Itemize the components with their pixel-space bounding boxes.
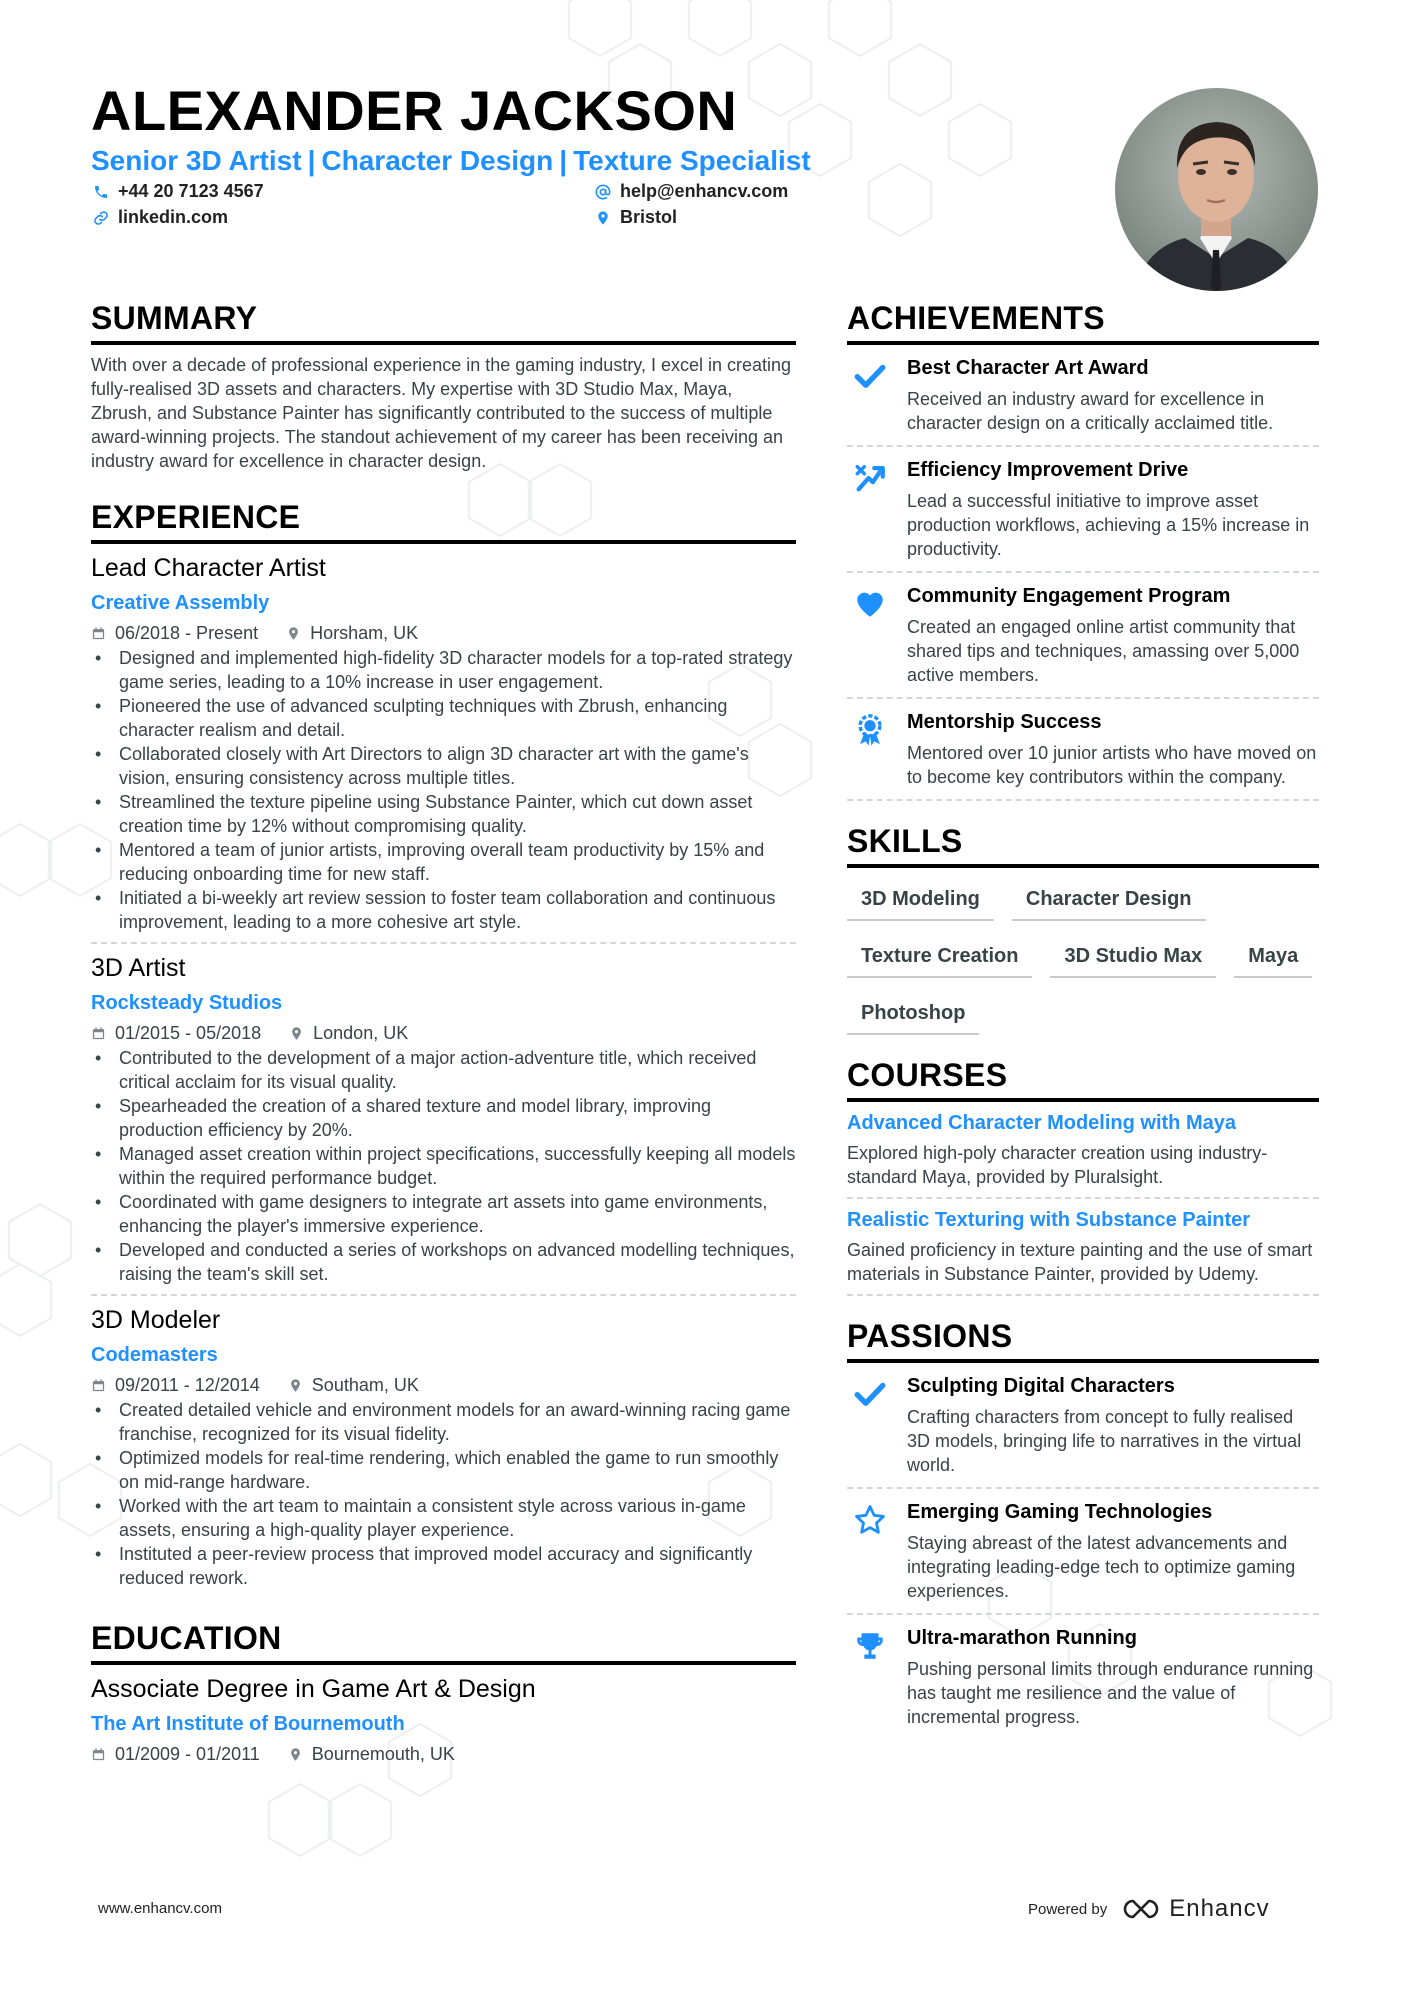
award-ribbon-icon — [853, 713, 887, 747]
passions-heading: PASSIONS — [847, 1318, 1319, 1363]
achievement-item — [847, 699, 1319, 801]
job-title: Lead Character Artist — [91, 554, 326, 582]
course-title[interactable]: Realistic Texturing with Substance Painter — [847, 1209, 1251, 1231]
right-column — [847, 300, 1319, 1739]
achievement-title: Mentorship Success — [907, 711, 1102, 733]
experience-heading: EXPERIENCE — [91, 499, 796, 544]
course-item — [847, 1102, 1319, 1199]
left-column — [91, 300, 796, 1767]
hexagon-shape — [829, 0, 891, 56]
summary-heading: SUMMARY — [91, 300, 796, 345]
trophy-icon — [853, 1629, 887, 1663]
hexagon-shape — [0, 1264, 51, 1336]
hexagon-shape — [9, 1204, 71, 1276]
passion-title: Ultra-marathon Running — [907, 1627, 1137, 1649]
passion-title: Sculpting Digital Characters — [907, 1375, 1175, 1397]
enhancv-logo[interactable] — [1121, 1895, 1269, 1923]
achievement-title: Best Character Art Award — [907, 357, 1149, 379]
portrait-icon — [1115, 88, 1318, 291]
calendar-icon — [91, 1378, 106, 1393]
powered-by-label: Powered by — [1028, 1900, 1108, 1918]
title-part: Texture Specialist — [573, 145, 811, 176]
email-contact[interactable] — [595, 181, 788, 202]
achievement-title: Community Engagement Program — [907, 585, 1231, 607]
phone-contact[interactable] — [93, 181, 264, 202]
job-title: 3D Artist — [91, 954, 186, 982]
hexagon-shape — [269, 1784, 331, 1856]
education-entry — [91, 1675, 796, 1765]
at-sign-icon — [595, 184, 611, 200]
company-name[interactable]: Creative Assembly — [91, 592, 270, 614]
hexagon-shape — [329, 1784, 391, 1856]
job-entry — [91, 1306, 796, 1598]
star-icon — [853, 1503, 887, 1537]
hexagon-shape — [889, 44, 951, 116]
job-bullets — [91, 1046, 796, 1286]
job-meta — [91, 1023, 796, 1044]
location-pin-icon — [595, 210, 611, 226]
bullet-item: • Streamlined the texture pipeline using Substance Painter, which cut down asset creation time by 12% without compromising quality. — [91, 790, 796, 838]
bullet-item: • Pioneered the use of advanced sculpting techniques with Zbrush, enhancing character realism and detail. — [91, 694, 796, 742]
link-icon — [93, 210, 109, 226]
job-location: Southam, UK — [311, 1375, 419, 1395]
skill-tag: Photoshop — [847, 990, 979, 1035]
bullet-item: • Initiated a bi-weekly art review session to foster team collaboration and continuous improvement, leading to a more cohesive art style. — [91, 886, 796, 934]
achievement-text: Created an engaged online artist community that shared tips and techniques, amassing over 5,000 active members. — [907, 617, 1300, 685]
summary-text: With over a decade of professional experience in the gaming industry, I excel in creating fully-realised 3D assets and characters. My expertise with 3D Studio Max, Maya, Zbrush, and Substance Painter has significantly contributed to the success of multiple award-winning projects. The standout achievement of my career has been receiving an industry award for excellence in character design. — [91, 355, 792, 471]
bullet-item: • Managed asset creation within project specifications, successfully keeping all models within the required performance budget. — [91, 1142, 796, 1190]
hexagon-shape — [0, 1444, 51, 1516]
bullet-item: • Created detailed vehicle and environment models for an award-winning racing game franchise, recognized for its visual fidelity. — [91, 1398, 796, 1446]
passion-item — [847, 1489, 1319, 1615]
brand-name: Enhancv — [1169, 1895, 1270, 1922]
profile-photo — [1115, 88, 1318, 291]
passion-item — [847, 1363, 1319, 1489]
bullet-item: • Coordinated with game designers to integrate art assets into game environments, enhancing the player's immersive experience. — [91, 1190, 796, 1238]
education-meta — [91, 1744, 796, 1765]
achievement-title: Efficiency Improvement Drive — [907, 459, 1189, 481]
bullet-item: • Instituted a peer-review process that improved model accuracy and significantly reduced rework. — [91, 1542, 796, 1590]
calendar-icon — [91, 1026, 106, 1041]
education-dates: 01/2009 - 01/2011 — [115, 1744, 260, 1764]
hexagon-shape — [689, 0, 751, 56]
course-title[interactable]: Advanced Character Modeling with Maya — [847, 1112, 1236, 1134]
job-bullets — [91, 646, 796, 934]
footer-powered — [1028, 1895, 1270, 1923]
heart-icon — [853, 587, 887, 621]
skill-tag: Texture Creation — [847, 933, 1032, 978]
achievement-text: Received an industry award for excellence in character design on a critically acclaimed title. — [907, 389, 1274, 433]
achievement-item — [847, 573, 1319, 699]
enhancv-logo-icon — [1121, 1898, 1161, 1920]
job-meta — [91, 623, 796, 644]
calendar-icon — [91, 1747, 106, 1762]
achievement-text: Mentored over 10 junior artists who have moved on to become key contributors within the company. — [907, 743, 1317, 787]
achievement-text: Lead a successful initiative to improve asset production workflows, achieving a 15% increase in productivity. — [907, 491, 1310, 559]
passion-text: Crafting characters from concept to fully realised 3D models, bringing life to narratives in the virtual world. — [907, 1407, 1302, 1475]
passion-title: Emerging Gaming Technologies — [907, 1501, 1213, 1523]
company-name[interactable]: Codemasters — [91, 1344, 218, 1366]
skill-tag: 3D Modeling — [847, 876, 994, 921]
trend-arrow-icon — [853, 461, 887, 495]
achievement-item — [847, 345, 1319, 447]
linkedin-url: linkedin.com — [118, 207, 229, 227]
hexagon-shape — [869, 164, 931, 236]
job-entry — [91, 554, 796, 944]
location-pin-icon — [288, 1378, 303, 1393]
candidate-name: ALEXANDER JACKSON — [91, 79, 738, 142]
footer-website[interactable]: www.enhancv.com — [98, 1900, 222, 1917]
course-text: Gained proficiency in texture painting and the use of smart materials in Substance Painter, provided by Udemy. — [847, 1240, 1313, 1284]
bullet-item: • Worked with the art team to maintain a consistent style across various in-game assets, ensuring a high-quality player experience. — [91, 1494, 796, 1542]
job-dates: 06/2018 - Present — [115, 623, 259, 643]
courses-heading: COURSES — [847, 1057, 1319, 1102]
education-heading: EDUCATION — [91, 1620, 796, 1665]
bullet-item: • Optimized models for real-time rendering, which enabled the game to run smoothly on mid-range hardware. — [91, 1446, 796, 1494]
bullet-item: • Developed and conducted a series of workshops on advanced modelling techniques, raising the team's skill set. — [91, 1238, 796, 1286]
email-address: help@enhancv.com — [620, 181, 789, 201]
job-entry — [91, 954, 796, 1296]
company-name[interactable]: Rocksteady Studios — [91, 992, 283, 1014]
job-bullets — [91, 1398, 796, 1590]
location-pin-icon — [288, 1747, 303, 1762]
checkmark-icon — [853, 359, 887, 393]
skill-tag: Character Design — [1012, 876, 1206, 921]
achievements-heading: ACHIEVEMENTS — [847, 300, 1319, 345]
location-pin-icon — [289, 1026, 304, 1041]
bullet-item: • Mentored a team of junior artists, improving overall team productivity by 15% and reducing onboarding time for new staff. — [91, 838, 796, 886]
location-pin-icon — [286, 626, 301, 641]
job-meta — [91, 1375, 796, 1396]
passion-text: Staying abreast of the latest advancements and integrating leading-edge tech to optimize gaming experiences. — [907, 1533, 1296, 1601]
degree-title: Associate Degree in Game Art & Design — [91, 1675, 536, 1703]
checkmark-icon — [853, 1377, 887, 1411]
education-location: Bournemouth, UK — [311, 1744, 455, 1764]
bullet-item: • Contributed to the development of a major action-adventure title, which received critical acclaim for its visual quality. — [91, 1046, 796, 1094]
skill-tag: 3D Studio Max — [1050, 933, 1216, 978]
linkedin-contact[interactable] — [93, 207, 228, 228]
achievement-item — [847, 447, 1319, 573]
passion-item — [847, 1615, 1319, 1739]
title-part: Senior 3D Artist — [91, 145, 302, 176]
hexagon-shape — [0, 824, 51, 896]
bullet-item: • Spearheaded the creation of a shared texture and model library, improving production efficiency by 20%. — [91, 1094, 796, 1142]
hexagon-shape — [569, 0, 631, 56]
job-dates: 01/2015 - 05/2018 — [115, 1023, 262, 1043]
course-text: Explored high-poly character creation using industry-standard Maya, provided by Pluralsight. — [847, 1143, 1268, 1187]
title-part: Character Design — [321, 145, 554, 176]
hexagon-shape — [949, 104, 1011, 176]
job-location: London, UK — [313, 1023, 409, 1043]
school-name[interactable]: The Art Institute of Bournemouth — [91, 1713, 405, 1735]
location-contact — [595, 207, 677, 228]
skills-heading: SKILLS — [847, 823, 1319, 868]
passion-text: Pushing personal limits through endurance running has taught me resilience and the value of incremental progress. — [907, 1659, 1314, 1727]
hexagon-shape — [749, 44, 811, 116]
bullet-item: • Collaborated closely with Art Directors to align 3D character art with the game's vision, ensuring consistency across multiple titles. — [91, 742, 796, 790]
phone-number: +44 20 7123 4567 — [118, 181, 264, 201]
course-item — [847, 1199, 1319, 1296]
job-title-line: Senior 3D Artist | Character Design | Texture Specialist — [91, 145, 811, 176]
location-text: Bristol — [620, 207, 678, 227]
bullet-item: • Designed and implemented high-fidelity 3D character models for a top-rated strategy game series, leading to a 10% increase in user engagement. — [91, 646, 796, 694]
job-location: Horsham, UK — [310, 623, 419, 643]
skills-list — [847, 868, 1319, 1047]
skill-tag: Maya — [1234, 933, 1312, 978]
calendar-icon — [91, 626, 106, 641]
job-dates: 09/2011 - 12/2014 — [115, 1375, 260, 1395]
job-title: 3D Modeler — [91, 1306, 221, 1334]
phone-icon — [93, 184, 109, 200]
